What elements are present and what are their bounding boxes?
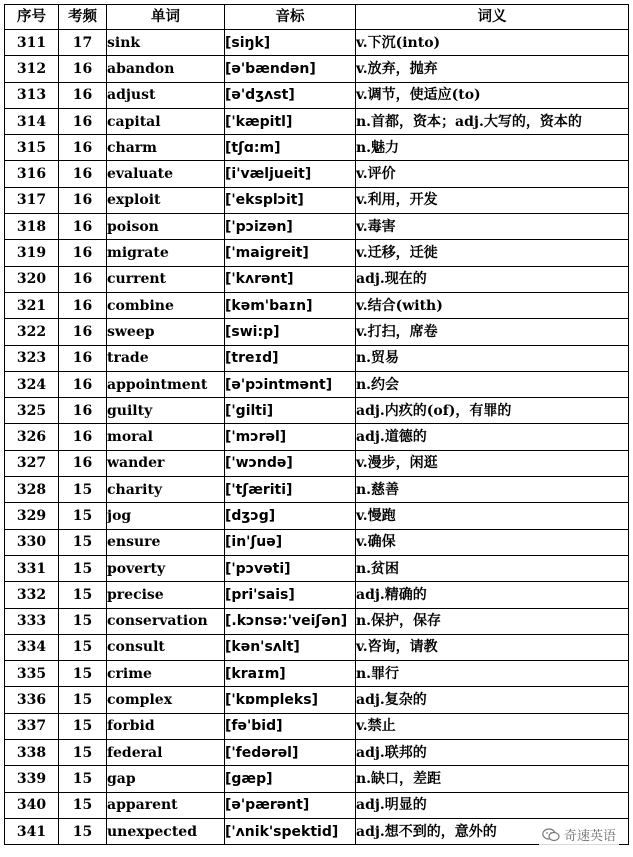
cell-num: 322 bbox=[5, 319, 59, 345]
cell-word: wander bbox=[107, 450, 225, 476]
cell-ipa: [in'ʃuə] bbox=[225, 529, 356, 555]
cell-ipa: [ə'bændən] bbox=[225, 56, 356, 82]
table-row bbox=[5, 450, 629, 476]
cell-num: 327 bbox=[5, 450, 59, 476]
cell-freq: 16 bbox=[59, 371, 107, 397]
cell-meaning: v.慢跑 bbox=[356, 503, 629, 529]
cell-word: precise bbox=[107, 582, 225, 608]
table-row bbox=[5, 818, 629, 844]
cell-word: apparent bbox=[107, 792, 225, 818]
cell-word: current bbox=[107, 266, 225, 292]
table-row bbox=[5, 240, 629, 266]
cell-ipa: ['kɒmpleks] bbox=[225, 687, 356, 713]
table-row bbox=[5, 477, 629, 503]
watermark-text: 奇速英语 bbox=[563, 829, 616, 844]
cell-meaning: n.约会 bbox=[356, 371, 629, 397]
cell-word: complex bbox=[107, 687, 225, 713]
cell-word: consult bbox=[107, 634, 225, 660]
cell-num: 311 bbox=[5, 30, 59, 56]
cell-meaning: adj.想不到的，意外的 bbox=[356, 818, 629, 844]
cell-freq: 15 bbox=[59, 634, 107, 660]
cell-ipa: [siŋk] bbox=[225, 30, 356, 56]
table-row bbox=[5, 713, 629, 739]
cell-freq: 17 bbox=[59, 30, 107, 56]
cell-meaning: v.咨询，请教 bbox=[356, 634, 629, 660]
cell-num: 337 bbox=[5, 713, 59, 739]
header-num: 序号 bbox=[5, 5, 59, 30]
header-ipa: 音标 bbox=[225, 5, 356, 30]
cell-num: 340 bbox=[5, 792, 59, 818]
cell-meaning: n.魅力 bbox=[356, 135, 629, 161]
cell-word: sink bbox=[107, 30, 225, 56]
cell-word: migrate bbox=[107, 240, 225, 266]
cell-meaning: v.调节，使适应(to) bbox=[356, 82, 629, 108]
cell-word: unexpected bbox=[107, 818, 225, 844]
cell-num: 330 bbox=[5, 529, 59, 555]
cell-word: crime bbox=[107, 661, 225, 687]
cell-freq: 15 bbox=[59, 661, 107, 687]
cell-freq: 16 bbox=[59, 450, 107, 476]
cell-meaning: v.毒害 bbox=[356, 214, 629, 240]
table-row bbox=[5, 766, 629, 792]
cell-ipa: ['gilti] bbox=[225, 398, 356, 424]
cell-num: 332 bbox=[5, 582, 59, 608]
cell-ipa: ['ʌnik'spektid] bbox=[225, 818, 356, 844]
table-row bbox=[5, 345, 629, 371]
cell-meaning: v.确保 bbox=[356, 529, 629, 555]
cell-word: federal bbox=[107, 740, 225, 766]
cell-meaning: n.贫困 bbox=[356, 555, 629, 581]
cell-meaning: v.迁移，迁徙 bbox=[356, 240, 629, 266]
vocab-table bbox=[4, 4, 629, 845]
cell-meaning: adj.联邦的 bbox=[356, 740, 629, 766]
cell-meaning: adj.复杂的 bbox=[356, 687, 629, 713]
cell-ipa: [fə'bid] bbox=[225, 713, 356, 739]
cell-meaning: n.慈善 bbox=[356, 477, 629, 503]
cell-ipa: [treɪd] bbox=[225, 345, 356, 371]
cell-freq: 16 bbox=[59, 424, 107, 450]
cell-num: 329 bbox=[5, 503, 59, 529]
cell-word: capital bbox=[107, 108, 225, 134]
cell-word: abandon bbox=[107, 56, 225, 82]
cell-ipa: ['maigreit] bbox=[225, 240, 356, 266]
table-row bbox=[5, 161, 629, 187]
cell-meaning: adj.内疚的(of)，有罪的 bbox=[356, 398, 629, 424]
wechat-bubble-icon bbox=[542, 828, 560, 842]
cell-freq: 16 bbox=[59, 292, 107, 318]
cell-ipa: ['kʌrənt] bbox=[225, 266, 356, 292]
cell-freq: 15 bbox=[59, 582, 107, 608]
cell-freq: 15 bbox=[59, 713, 107, 739]
cell-num: 325 bbox=[5, 398, 59, 424]
cell-freq: 15 bbox=[59, 818, 107, 844]
cell-ipa: [dʒɔg] bbox=[225, 503, 356, 529]
cell-word: poverty bbox=[107, 555, 225, 581]
cell-num: 341 bbox=[5, 818, 59, 844]
cell-num: 331 bbox=[5, 555, 59, 581]
table-row bbox=[5, 661, 629, 687]
cell-freq: 16 bbox=[59, 187, 107, 213]
table-row bbox=[5, 187, 629, 213]
cell-ipa: [kən'sʌlt] bbox=[225, 634, 356, 660]
cell-ipa: ['kæpitl] bbox=[225, 108, 356, 134]
cell-freq: 16 bbox=[59, 214, 107, 240]
cell-meaning: n.缺口，差距 bbox=[356, 766, 629, 792]
cell-word: trade bbox=[107, 345, 225, 371]
table-row bbox=[5, 634, 629, 660]
cell-word: moral bbox=[107, 424, 225, 450]
cell-word: adjust bbox=[107, 82, 225, 108]
cell-freq: 15 bbox=[59, 608, 107, 634]
table-row bbox=[5, 135, 629, 161]
cell-num: 338 bbox=[5, 740, 59, 766]
cell-word: charity bbox=[107, 477, 225, 503]
cell-meaning: adj.道德的 bbox=[356, 424, 629, 450]
cell-num: 328 bbox=[5, 477, 59, 503]
cell-ipa: [.kɔnsə:'veiʃən] bbox=[225, 608, 356, 634]
cell-ipa: [kraɪm] bbox=[225, 661, 356, 687]
table-row bbox=[5, 503, 629, 529]
cell-meaning: adj.精确的 bbox=[356, 582, 629, 608]
table-row bbox=[5, 555, 629, 581]
table-row bbox=[5, 82, 629, 108]
cell-freq: 15 bbox=[59, 766, 107, 792]
table-row bbox=[5, 214, 629, 240]
cell-freq: 15 bbox=[59, 529, 107, 555]
cell-meaning: n.首都，资本；adj.大写的，资本的 bbox=[356, 108, 629, 134]
cell-word: guilty bbox=[107, 398, 225, 424]
cell-freq: 15 bbox=[59, 477, 107, 503]
cell-ipa: [i'væljueit] bbox=[225, 161, 356, 187]
cell-num: 334 bbox=[5, 634, 59, 660]
cell-ipa: [ə'pærənt] bbox=[225, 792, 356, 818]
cell-freq: 15 bbox=[59, 740, 107, 766]
cell-freq: 16 bbox=[59, 161, 107, 187]
cell-freq: 16 bbox=[59, 56, 107, 82]
cell-num: 320 bbox=[5, 266, 59, 292]
cell-ipa: [tʃɑ:m] bbox=[225, 135, 356, 161]
cell-meaning: v.评价 bbox=[356, 161, 629, 187]
cell-num: 319 bbox=[5, 240, 59, 266]
table-row bbox=[5, 30, 629, 56]
cell-freq: 16 bbox=[59, 108, 107, 134]
table-row bbox=[5, 108, 629, 134]
cell-meaning: n.保护，保存 bbox=[356, 608, 629, 634]
cell-num: 315 bbox=[5, 135, 59, 161]
cell-word: ensure bbox=[107, 529, 225, 555]
header-row bbox=[5, 5, 629, 30]
cell-freq: 16 bbox=[59, 135, 107, 161]
table-row bbox=[5, 371, 629, 397]
cell-num: 326 bbox=[5, 424, 59, 450]
cell-num: 321 bbox=[5, 292, 59, 318]
cell-num: 324 bbox=[5, 371, 59, 397]
cell-num: 335 bbox=[5, 661, 59, 687]
header-meaning: 词义 bbox=[356, 5, 629, 30]
cell-word: exploit bbox=[107, 187, 225, 213]
cell-ipa: ['pɔvəti] bbox=[225, 555, 356, 581]
cell-num: 323 bbox=[5, 345, 59, 371]
table-row bbox=[5, 424, 629, 450]
cell-word: appointment bbox=[107, 371, 225, 397]
cell-num: 316 bbox=[5, 161, 59, 187]
table-row bbox=[5, 292, 629, 318]
cell-word: combine bbox=[107, 292, 225, 318]
cell-ipa: [gæp] bbox=[225, 766, 356, 792]
cell-num: 339 bbox=[5, 766, 59, 792]
cell-ipa: ['mɔrəl] bbox=[225, 424, 356, 450]
cell-freq: 15 bbox=[59, 503, 107, 529]
cell-meaning: adj.明显的 bbox=[356, 792, 629, 818]
cell-num: 333 bbox=[5, 608, 59, 634]
cell-meaning: v.利用，开发 bbox=[356, 187, 629, 213]
cell-word: evaluate bbox=[107, 161, 225, 187]
header-freq: 考频 bbox=[59, 5, 107, 30]
cell-ipa: [swi:p] bbox=[225, 319, 356, 345]
cell-ipa: ['wɔndə] bbox=[225, 450, 356, 476]
cell-meaning: adj.现在的 bbox=[356, 266, 629, 292]
cell-num: 313 bbox=[5, 82, 59, 108]
cell-freq: 16 bbox=[59, 82, 107, 108]
cell-ipa: ['fedərəl] bbox=[225, 740, 356, 766]
cell-word: forbid bbox=[107, 713, 225, 739]
table-row bbox=[5, 582, 629, 608]
cell-ipa: ['eksplɔit] bbox=[225, 187, 356, 213]
cell-word: poison bbox=[107, 214, 225, 240]
cell-meaning: v.打扫，席卷 bbox=[356, 319, 629, 345]
cell-num: 318 bbox=[5, 214, 59, 240]
cell-num: 314 bbox=[5, 108, 59, 134]
cell-freq: 15 bbox=[59, 792, 107, 818]
watermark bbox=[539, 824, 619, 845]
table-row bbox=[5, 687, 629, 713]
header-word: 单词 bbox=[107, 5, 225, 30]
cell-word: gap bbox=[107, 766, 225, 792]
cell-freq: 15 bbox=[59, 555, 107, 581]
table-body bbox=[5, 30, 629, 845]
cell-word: conservation bbox=[107, 608, 225, 634]
cell-meaning: v.结合(with) bbox=[356, 292, 629, 318]
cell-freq: 16 bbox=[59, 240, 107, 266]
table-row bbox=[5, 740, 629, 766]
cell-ipa: [ə'pɔintmənt] bbox=[225, 371, 356, 397]
cell-ipa: ['pɔizən] bbox=[225, 214, 356, 240]
cell-freq: 16 bbox=[59, 398, 107, 424]
table-row bbox=[5, 56, 629, 82]
cell-ipa: [pri'sais] bbox=[225, 582, 356, 608]
table-row bbox=[5, 319, 629, 345]
cell-meaning: v.下沉(into) bbox=[356, 30, 629, 56]
table-row bbox=[5, 792, 629, 818]
table-row bbox=[5, 529, 629, 555]
cell-meaning: n.贸易 bbox=[356, 345, 629, 371]
cell-ipa: [kəm'baɪn] bbox=[225, 292, 356, 318]
cell-meaning: n.罪行 bbox=[356, 661, 629, 687]
cell-num: 317 bbox=[5, 187, 59, 213]
cell-freq: 15 bbox=[59, 687, 107, 713]
table-row bbox=[5, 398, 629, 424]
table-row bbox=[5, 266, 629, 292]
cell-meaning: v.放弃，抛弃 bbox=[356, 56, 629, 82]
cell-freq: 16 bbox=[59, 345, 107, 371]
cell-meaning: v.禁止 bbox=[356, 713, 629, 739]
cell-freq: 16 bbox=[59, 319, 107, 345]
cell-num: 336 bbox=[5, 687, 59, 713]
cell-meaning: v.漫步，闲逛 bbox=[356, 450, 629, 476]
cell-ipa: [ə'dʒʌst] bbox=[225, 82, 356, 108]
cell-word: sweep bbox=[107, 319, 225, 345]
cell-freq: 16 bbox=[59, 266, 107, 292]
cell-ipa: ['tʃæriti] bbox=[225, 477, 356, 503]
cell-word: charm bbox=[107, 135, 225, 161]
table-row bbox=[5, 608, 629, 634]
cell-num: 312 bbox=[5, 56, 59, 82]
cell-word: jog bbox=[107, 503, 225, 529]
